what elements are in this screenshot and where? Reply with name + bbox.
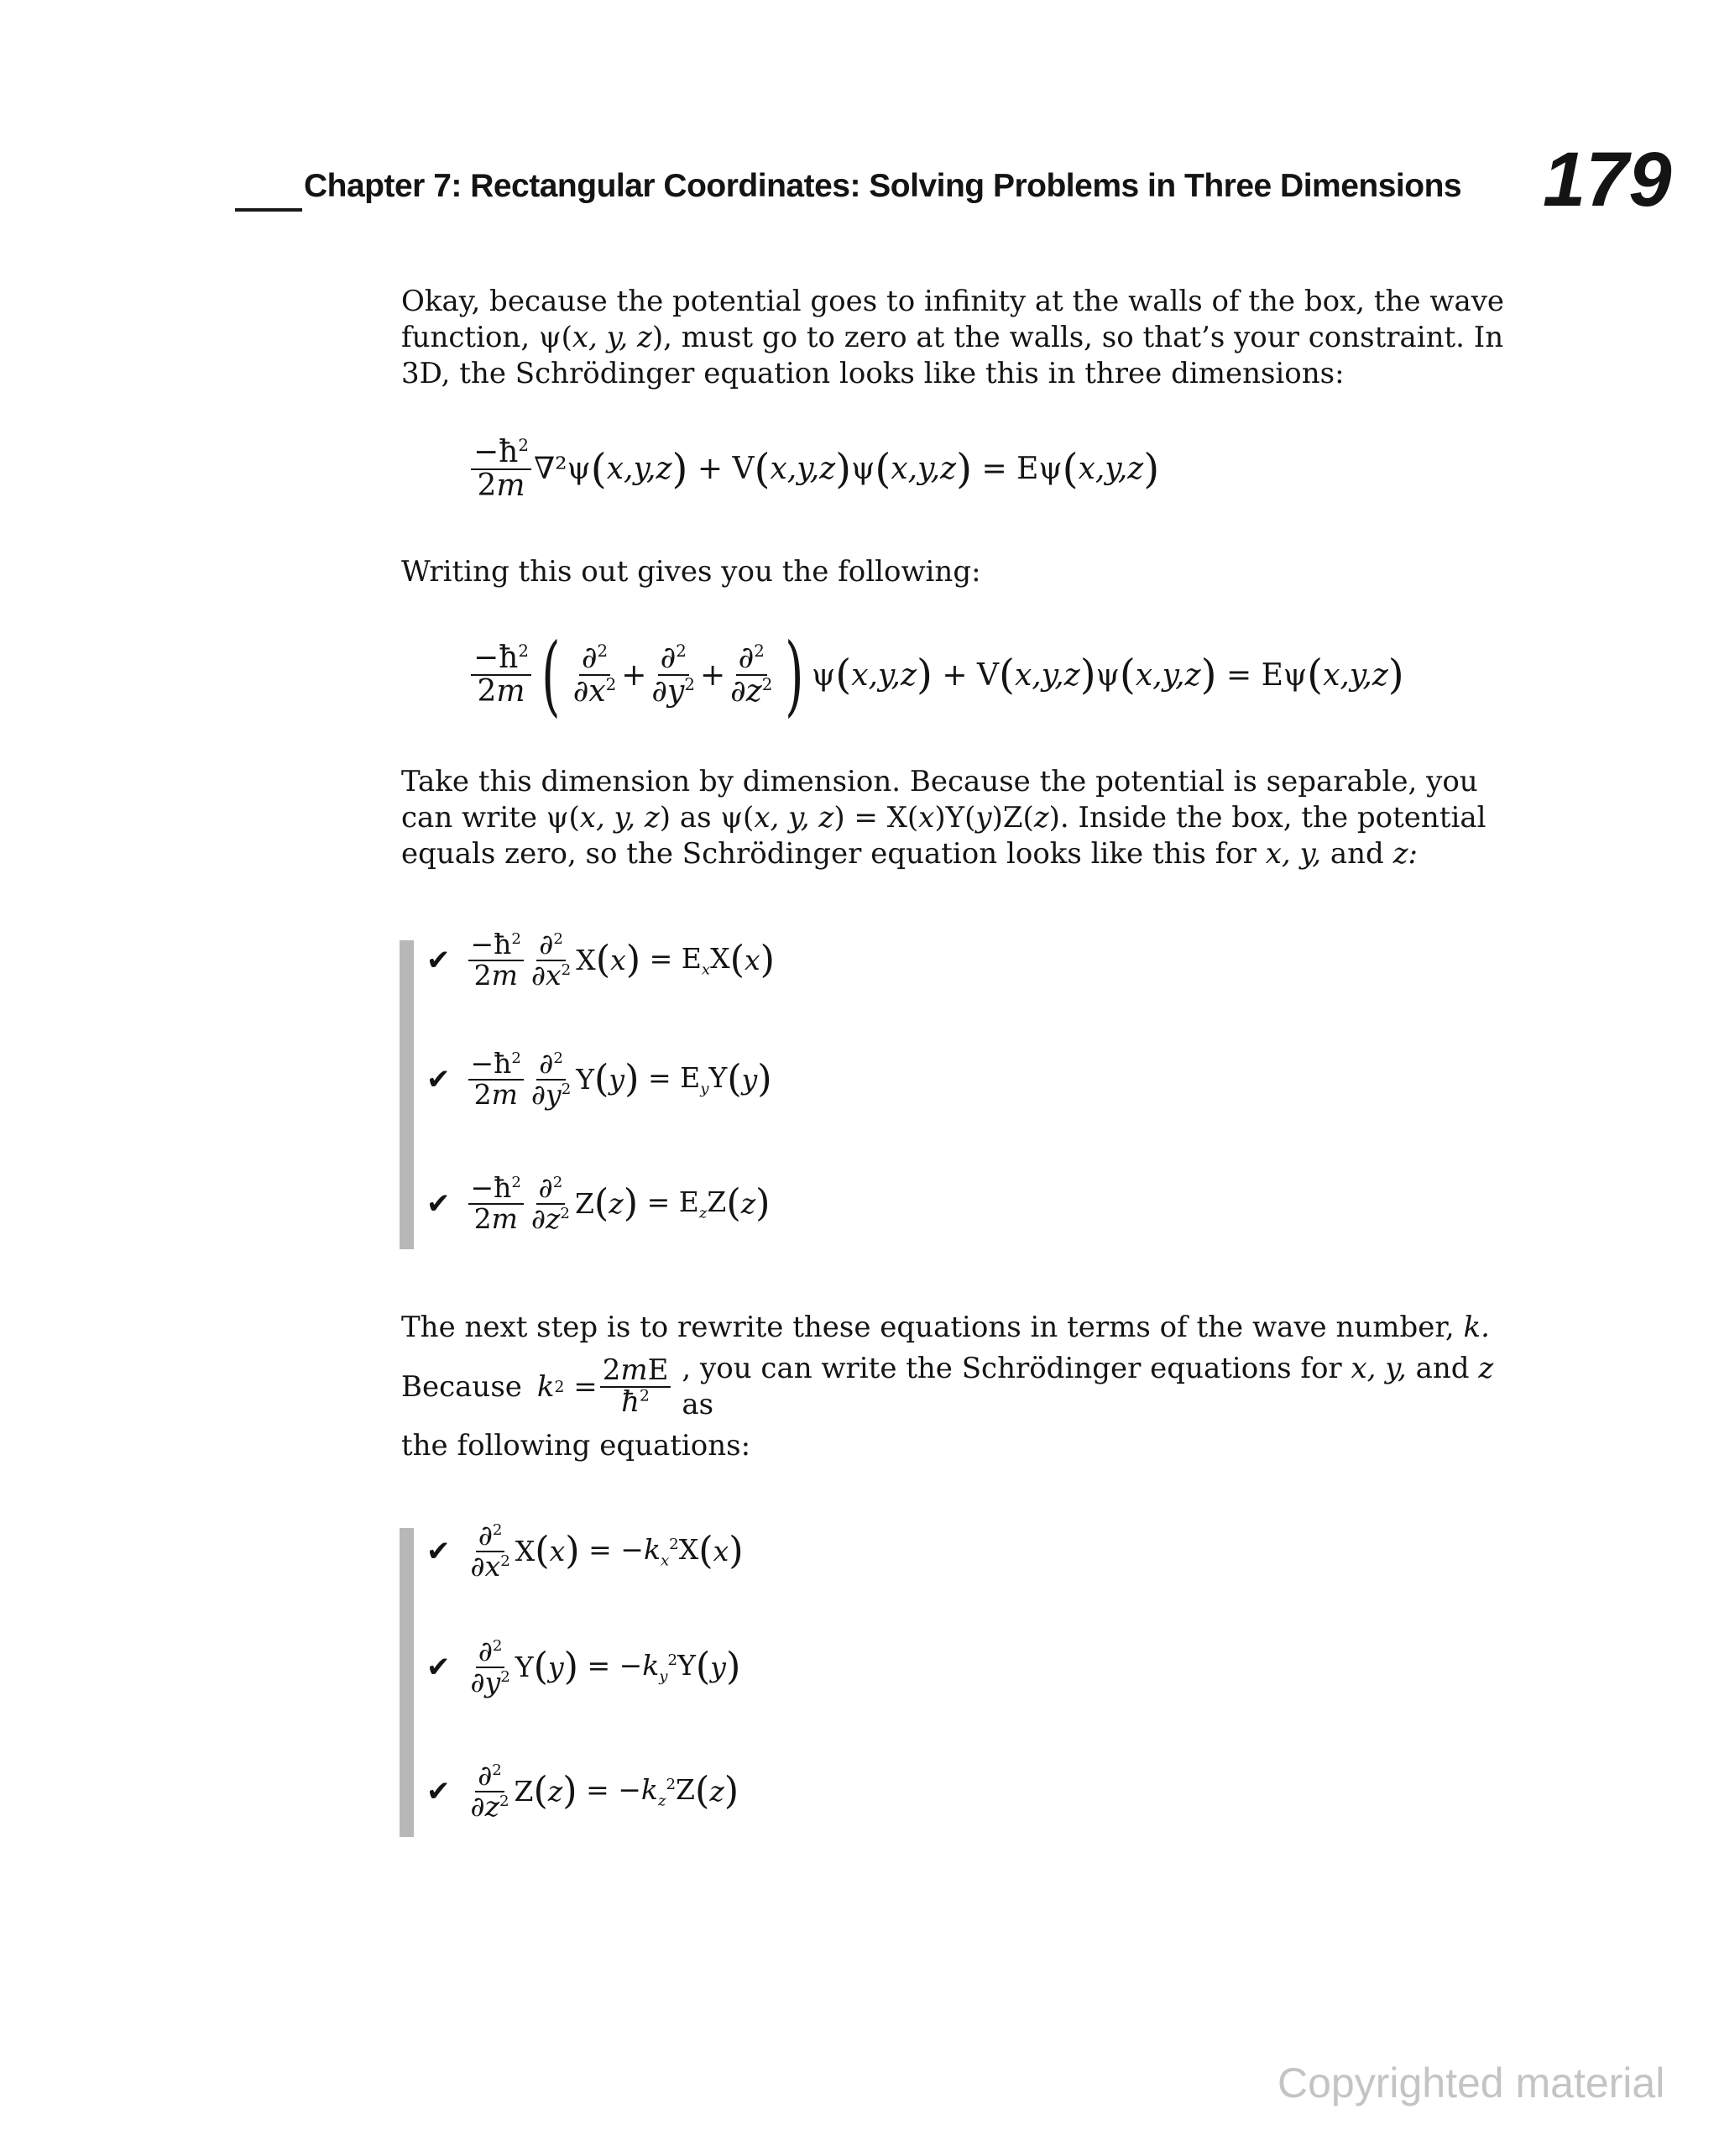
bullet-y-wave-equation: ✔ $\frac{\partial^2}{\partial y^2}$ Y ( y ) = $-k_y^2Y$ ( y ) xyxy=(426,1635,741,1698)
equation-1: $\frac{-ħ^2}{2m}$ ∇²ψ ( x,y,z ) + V ( x,y,z ) ψ ( x,y,z ) = Eψ ( x,y,z ) xyxy=(468,437,1159,502)
bullet-z-wave-equation: ✔ $\frac{\partial^2}{\partial z^2}$ Z ( z ) = $-k_z^2Z$ ( z ) xyxy=(426,1759,739,1823)
bullet-block-2-bar xyxy=(400,1528,414,1837)
equation-2: $\frac{-ħ^2}{2m}$ ( $\frac{\partial^2}{\partial x^2}$ + $\frac{\partial^2}{\partial y^2}$ + $\frac{\partial^2}{\partial z^2}$ ) ψ ( x,y,z ) + V ( x,y,z ) ψ ( x,y,z ) = Eψ ( x,y,z ) xyxy=(468,631,1404,719)
check-icon: ✔ xyxy=(426,1774,451,1808)
paragraph-1: Okay, because the potential goes to infinity at the walls of the box, the wave function, ψ(x, y, z), must go to zero at the walls, so that’s your constraint. In 3D, the Schrödinger equation looks like this in three dimensions: xyxy=(401,285,1505,390)
k-squared-definition: k 2 = $\frac{2mE}{ħ^2}$ xyxy=(537,1356,674,1417)
chapter-title: Chapter 7: Rectangular Coordinates: Solving Problems in Three Dimensions xyxy=(304,168,1462,204)
copyright-watermark: Copyrighted material xyxy=(1277,2059,1665,2106)
paragraph-4: The next step is to rewrite these equations in terms of the wave number, k. Because k 2 = $\frac{2mE}{ħ^2}$ , you can write the Schrödinger equations for x, y, and z as the following equations: xyxy=(401,1311,1494,1463)
bullet-block-1-bar xyxy=(400,940,414,1249)
bullet-y-equation: ✔ $\frac{-ħ^2}{2m}$ $\frac{\partial^2}{\partial y^2}$ Y ( y ) = $E_yY$ ( y ) xyxy=(426,1047,772,1111)
check-icon: ✔ xyxy=(426,1650,451,1684)
check-icon: ✔ xyxy=(426,943,451,977)
check-icon: ✔ xyxy=(426,1062,451,1096)
paragraph-2: Writing this out gives you the following: xyxy=(401,555,981,589)
check-icon: ✔ xyxy=(426,1186,451,1221)
bullet-x-equation: ✔ $\frac{-ħ^2}{2m}$ $\frac{\partial^2}{\partial x^2}$ X ( x ) = $E_xX$ ( x ) xyxy=(426,928,775,992)
paragraph-3: Take this dimension by dimension. Because the potential is separable, you can write ψ(x, y, z) as ψ(x, y, z) = X(x)Y(y)Z(z). Inside the box, the potential equals zero, so the Schrödinger equation looks like this for x, y, and z: xyxy=(401,765,1486,871)
bullet-x-wave-equation: ✔ $\frac{\partial^2}{\partial x^2}$ X ( x ) = $-k_x^2X$ ( x ) xyxy=(426,1519,744,1583)
check-icon: ✔ xyxy=(426,1534,451,1568)
header-rule xyxy=(235,208,302,212)
bullet-z-equation: ✔ $\frac{-ħ^2}{2m}$ $\frac{\partial^2}{\partial z^2}$ Z ( z ) = $E_zZ$ ( z ) xyxy=(426,1171,771,1235)
page-number: 179 xyxy=(1543,137,1672,222)
